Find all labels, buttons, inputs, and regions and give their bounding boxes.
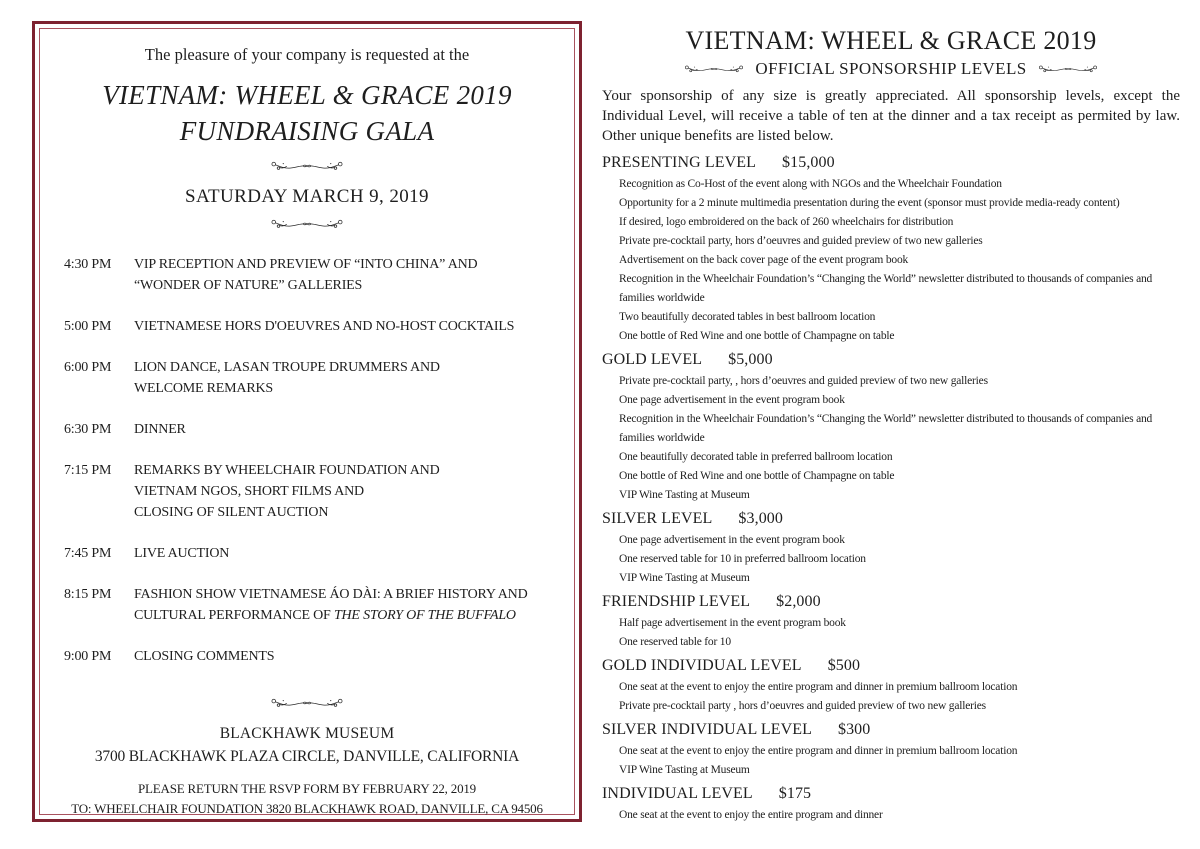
- schedule-description: [134, 646, 574, 667]
- schedule-description: [134, 357, 574, 399]
- schedule-item: [64, 460, 574, 523]
- level-benefits: [619, 372, 1180, 505]
- level-name: GOLD LEVEL: [602, 350, 703, 368]
- invitation-card-inner-border: [39, 28, 575, 815]
- level-heading: [602, 593, 1180, 611]
- benefit-line: If desired, logo embroidered on the back of 260 wheelchairs for distribution: [619, 215, 954, 228]
- event-title-line1: VIETNAM: WHEEL & GRACE 2019: [102, 80, 512, 110]
- schedule-time: 5:00 PM: [64, 318, 112, 334]
- level-price: $2,000: [776, 592, 821, 610]
- level-price: $300: [837, 720, 871, 738]
- level-heading: [602, 721, 1180, 739]
- schedule-description: [134, 419, 574, 440]
- level-name: PRESENTING LEVEL: [602, 153, 757, 171]
- scroll-flourish-icon: [269, 217, 345, 231]
- benefit-line: One reserved table for 10 in preferred ballroom location: [619, 552, 866, 565]
- venue-name: BLACKHAWK MUSEUM: [219, 724, 395, 742]
- benefit-line: Recognition as Co-Host of the event along with NGOs and the Wheelchair Foundation: [619, 177, 1002, 190]
- event-schedule: [64, 254, 574, 667]
- level-price: $500: [827, 656, 861, 674]
- sponsorship-subtitle-row: [602, 59, 1180, 79]
- schedule-description-line: REMARKS BY WHEELCHAIR FOUNDATION AND: [134, 462, 440, 478]
- benefit-line: Private pre-cocktail party, hors d’oeuvres and guided preview of two new galleries: [619, 234, 983, 247]
- level-benefits: [619, 531, 1180, 588]
- schedule-description-line: VIP RECEPTION AND PREVIEW OF “INTO CHINA” AND: [134, 256, 478, 272]
- level-name: SILVER INDIVIDUAL LEVEL: [602, 720, 812, 738]
- level-price: $3,000: [738, 509, 783, 527]
- schedule-time: 8:15 PM: [64, 586, 112, 602]
- invitation-card: [32, 21, 582, 822]
- level-price: $15,000: [782, 153, 835, 171]
- schedule-description: [134, 584, 574, 626]
- level-benefits: [619, 678, 1180, 716]
- schedule-description-line: “WONDER OF NATURE” GALLERIES: [134, 277, 363, 293]
- schedule-description-line: FASHION SHOW VIETNAMESE ÁO DÀI: A BRIEF HISTORY AND: [134, 586, 528, 602]
- schedule-item: [64, 646, 574, 667]
- schedule-description: [134, 254, 574, 296]
- benefit-line: Recognition in the Wheelchair Foundation’s “Changing the World” newsletter distributed to thousands of companies and families worldwide: [619, 272, 1153, 304]
- venue-address: 3700 BLACKHAWK PLAZA CIRCLE, DANVILLE, CALIFORNIA: [94, 747, 520, 765]
- benefit-line: Opportunity for a 2 minute multimedia presentation during the event (sponsor must provide media-ready content): [619, 196, 1120, 209]
- benefit-line: VIP Wine Tasting at Museum: [619, 571, 750, 584]
- schedule-description-line: LION DANCE, LASAN TROUPE DRUMMERS AND: [134, 359, 440, 375]
- benefit-line: VIP Wine Tasting at Museum: [619, 488, 750, 501]
- sponsorship-levels: [602, 154, 1180, 825]
- level-heading: [602, 510, 1180, 528]
- benefit-line: Private pre-cocktail party , hors d’oeuvres and guided preview of two new galleries: [619, 699, 986, 712]
- schedule-item: [64, 419, 574, 440]
- schedule-item: [64, 357, 574, 399]
- scroll-flourish-icon: [683, 63, 745, 75]
- benefit-line: Recognition in the Wheelchair Foundation’s “Changing the World” newsletter distributed to thousands of companies and families worldwide: [619, 412, 1153, 444]
- rsvp-line1: PLEASE RETURN THE RSVP FORM BY FEBRUARY 22, 2019: [138, 780, 476, 796]
- schedule-description-line: VIETNAMESE HORS D'OEUVRES AND NO-HOST COCKTAILS: [134, 318, 515, 334]
- benefit-line: One beautifully decorated table in preferred ballroom location: [619, 450, 893, 463]
- benefit-line: One seat at the event to enjoy the entire program and dinner in premium ballroom location: [619, 744, 1018, 757]
- schedule-item: [64, 584, 574, 626]
- scroll-flourish-icon: [269, 159, 345, 173]
- level-name: INDIVIDUAL LEVEL: [602, 784, 753, 802]
- level-heading: [602, 785, 1180, 803]
- level-heading: [602, 154, 1180, 172]
- schedule-description: [134, 316, 574, 337]
- schedule-description-line: DINNER: [134, 421, 186, 437]
- invitation-intro: The pleasure of your company is requested at the: [144, 45, 470, 64]
- level-heading: [602, 657, 1180, 675]
- event-title: [40, 77, 574, 150]
- level-price: $175: [778, 784, 812, 802]
- schedule-description: [134, 543, 574, 564]
- benefit-line: Advertisement on the back cover page of the event program book: [619, 253, 909, 266]
- event-title-line2: FUNDRAISING GALA: [179, 116, 435, 147]
- schedule-time: 6:00 PM: [64, 359, 112, 375]
- schedule-time: 4:30 PM: [64, 256, 112, 272]
- benefit-line: Two beautifully decorated tables in best ballroom location: [619, 310, 876, 323]
- scroll-flourish-icon: [269, 696, 345, 710]
- schedule-description-line: WELCOME REMARKS: [134, 380, 273, 396]
- schedule-time: 7:45 PM: [64, 545, 112, 561]
- sponsorship-subtitle: OFFICIAL SPONSORSHIP LEVELS: [755, 59, 1027, 78]
- benefit-line: One page advertisement in the event program book: [619, 393, 845, 406]
- sponsorship-title: VIETNAM: WHEEL & GRACE 2019: [685, 26, 1097, 55]
- benefit-line: One page advertisement in the event program book: [619, 533, 845, 546]
- benefit-line: One reserved table for 10: [619, 635, 731, 648]
- benefit-line: Half page advertisement in the event program book: [619, 616, 846, 629]
- benefit-line: One bottle of Red Wine and one bottle of Champagne on table: [619, 469, 895, 482]
- level-name: FRIENDSHIP LEVEL: [602, 592, 751, 610]
- level-benefits: [619, 806, 1180, 825]
- benefit-line: Private pre-cocktail party, , hors d’oeuvres and guided preview of two new galleries: [619, 374, 988, 387]
- venue-block: [40, 687, 574, 819]
- benefit-line: One bottle of Red Wine and one bottle of Champagne on table: [619, 329, 895, 342]
- schedule-item: [64, 316, 574, 337]
- benefit-line: One seat at the event to enjoy the entire program and dinner in premium ballroom location: [619, 680, 1018, 693]
- level-heading: [602, 351, 1180, 369]
- rsvp-line2: TO: WHEELCHAIR FOUNDATION 3820 BLACKHAWK ROAD, DANVILLE, CA 94506: [71, 801, 543, 817]
- schedule-description-line: CLOSING OF SILENT AUCTION: [134, 504, 329, 520]
- scroll-flourish-icon: [1037, 63, 1099, 75]
- schedule-description: [134, 460, 574, 523]
- level-name: GOLD INDIVIDUAL LEVEL: [602, 656, 802, 674]
- event-date: SATURDAY MARCH 9, 2019: [185, 185, 429, 207]
- benefit-line: VIP Wine Tasting at Museum: [619, 763, 750, 776]
- schedule-time: 9:00 PM: [64, 648, 112, 664]
- rsvp-instructions: [40, 779, 574, 819]
- level-benefits: [619, 742, 1180, 780]
- schedule-item: [64, 543, 574, 564]
- benefit-line: One seat at the event to enjoy the entire program and dinner: [619, 808, 883, 821]
- level-price: $5,000: [728, 350, 773, 368]
- sponsorship-intro: Your sponsorship of any size is greatly appreciated. All sponsorship levels, except the Individual Level, will receive a table of ten at the dinner and a tax receipt as permited by law. Other unique benefits are listed below.: [602, 88, 1180, 144]
- schedule-item: [64, 254, 574, 296]
- sponsorship-page: [602, 26, 1180, 825]
- level-benefits: [619, 175, 1180, 346]
- schedule-time: 7:15 PM: [64, 462, 112, 478]
- schedule-description-line: LIVE AUCTION: [134, 545, 230, 561]
- schedule-description-line: CULTURAL PERFORMANCE OF THE STORY OF THE BUFFALO: [134, 607, 516, 623]
- schedule-description-line: VIETNAM NGOS, SHORT FILMS AND: [134, 483, 364, 499]
- level-benefits: [619, 614, 1180, 652]
- schedule-description-line: CLOSING COMMENTS: [134, 648, 275, 664]
- schedule-time: 6:30 PM: [64, 421, 112, 437]
- level-name: SILVER LEVEL: [602, 509, 713, 527]
